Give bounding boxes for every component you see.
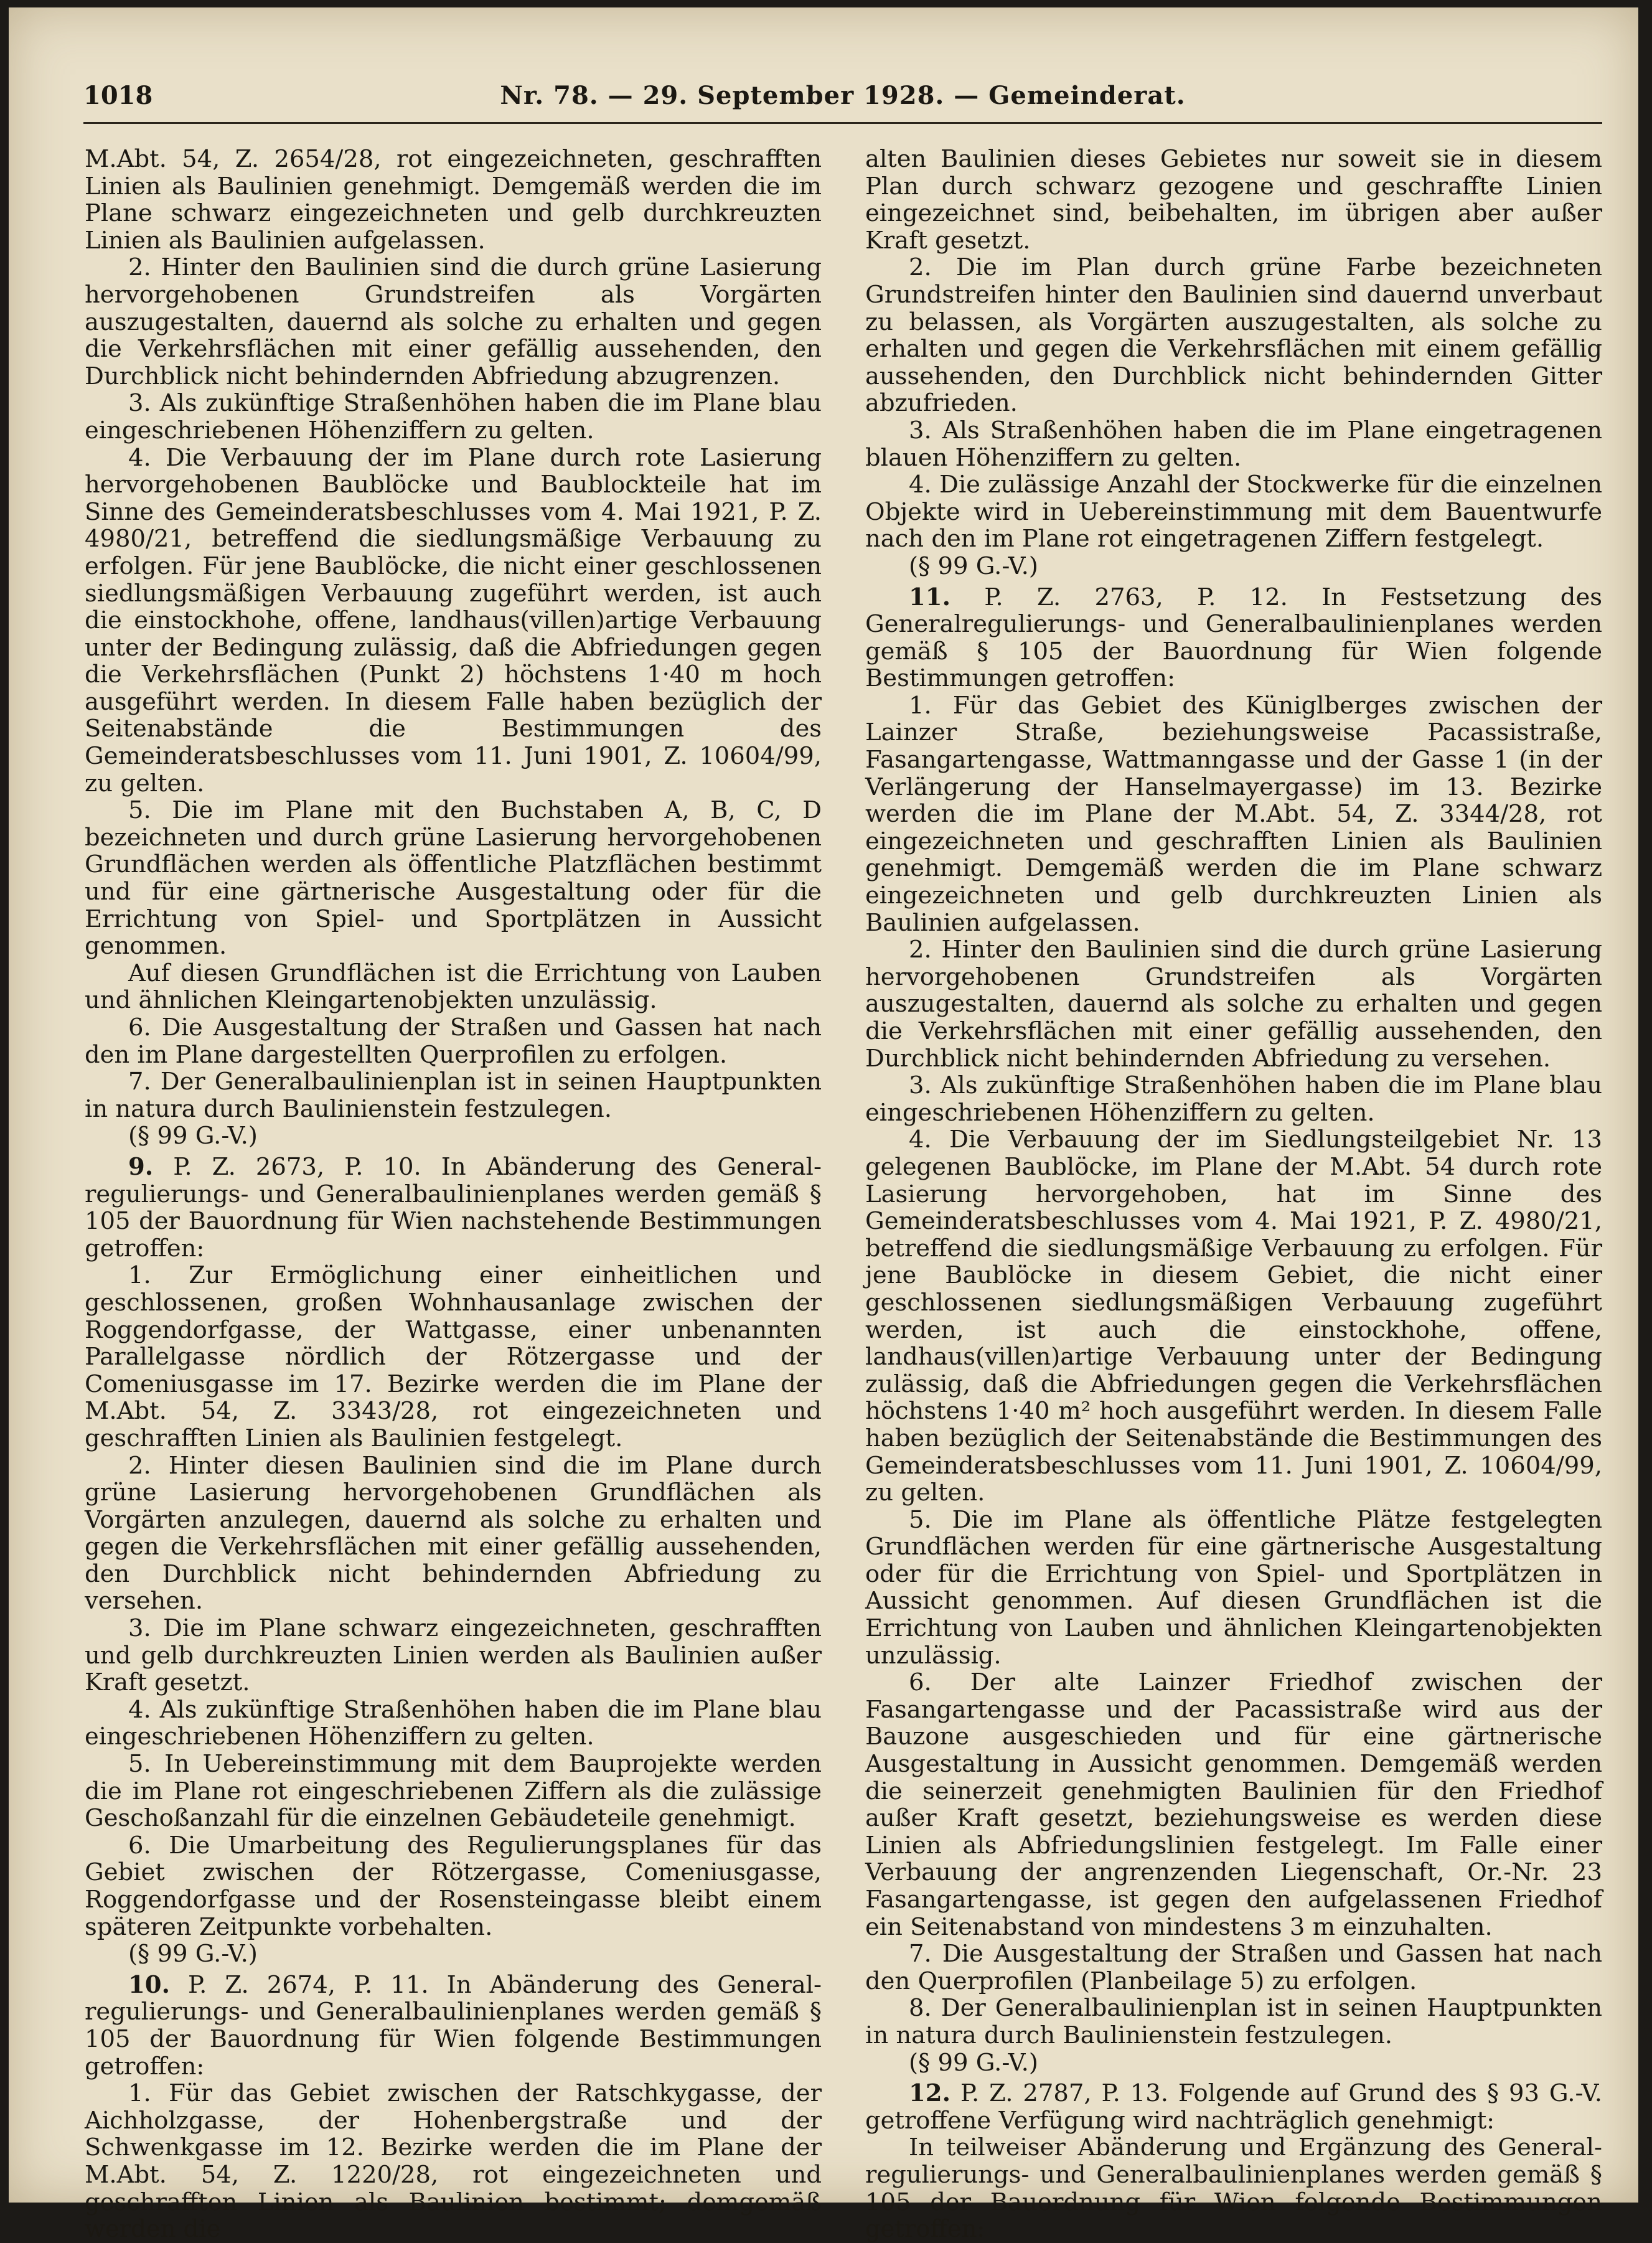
- legal-reference: [85, 1940, 822, 1968]
- paragraph: [865, 1995, 1602, 2049]
- paragraph-continuation: [85, 146, 822, 254]
- paragraph: [865, 254, 1602, 417]
- paragraph: [85, 1262, 822, 1452]
- paragraph-text: alten Baulinien dieses Gebietes nur soweit sie in diesem Plan durch schwarz gezogene und geschraffte Linien eingezeichnet sind, beibehalten, im übrigen aber außer Kraft gesetzt.: [865, 145, 1602, 255]
- paragraph-text: 8. Der Generalbaulinienplan ist in seinen Hauptpunkten in natura durch Baulinienstein festzulegen.: [865, 1994, 1602, 2049]
- paragraph: [865, 936, 1602, 1072]
- paragraph-text: (§ 99 G.-V.): [909, 552, 1038, 580]
- agenda-item: [865, 2080, 1602, 2134]
- item-number: 11.: [909, 583, 950, 611]
- paragraph: [85, 254, 822, 390]
- paragraph: [865, 1507, 1602, 1670]
- paragraph-text: P. Z. 2787, P. 13. Folgende auf Grund des § 93 G.-V. getroffene Verfügung wird nachträglich genehmigt:: [865, 2079, 1602, 2135]
- paragraph: [85, 1832, 822, 1940]
- paragraph-text: 3. Als Straßenhöhen haben die im Plane eingetragenen blauen Höhenziffern zu gelten.: [865, 416, 1602, 472]
- paragraph-text: In teilweiser Abänderung und Ergänzung des General-regulierungs- und Generalbaulinienplanes werden gemäß § 105 der Bauordnung für Wien folgende Bestimmungen getroffen:: [865, 2133, 1602, 2243]
- paragraph: [85, 1696, 822, 1751]
- paragraph-text: P. Z. 2673, P. 10. In Abänderung des General-regulierungs- und Generalbaulinienplanes werden gemäß § 105 der Bauordnung für Wien nachstehende Bestimmungen getroffen:: [85, 1152, 822, 1263]
- paragraph: [85, 1014, 822, 1068]
- paragraph: [85, 1068, 822, 1122]
- right-column: [865, 145, 1602, 2243]
- paragraph: [865, 1940, 1602, 1995]
- legal-reference: [865, 553, 1602, 580]
- paragraph: [865, 1126, 1602, 1506]
- paragraph-text: 4. Die Verbauung der im Plane durch rote Lasierung hervorgehobenen Baublöcke und Baublockteile hat im Sinne des Gemeinderatsbeschlusses vom 4. Mai 1921, P. Z. 4980/21, betreffend die siedlungsmäßige Verbauung zu erfolgen. Für jene Baublöcke, die nicht einer geschlossenen siedlungsmäßigen Verbauung zugeführt werden, ist auch die einstockhohe, offene, landhaus(villen)artige Verbauung unter der Bedingung zulässig, daß die Abfriedungen gegen die Verkehrsflächen (Punkt 2) höchstens 1·40 m hoch ausgeführt werden. In diesem Falle haben bezüglich der Seitenabstände die Bestimmungen des Gemeinderatsbeschlusses vom 11. Juni 1901, Z. 10604/99, zu gelten.: [85, 443, 822, 797]
- paragraph: [865, 471, 1602, 553]
- paragraph: [865, 1072, 1602, 1126]
- paragraph-text: 3. Die im Plane schwarz eingezeichneten, geschrafften und gelb durchkreuzten Linien werden als Baulinien außer Kraft gesetzt.: [85, 1614, 822, 1697]
- paragraph-text: 1. Für das Gebiet des Küniglberges zwischen der Lainzer Straße, beziehungsweise Pacassistraße, Fasangartengasse, Wattmanngasse und der Gasse 1 (in der Verlängerung der Hanselmayergasse) im 13. Bezirke werden die im Plane der M.Abt. 54, Z. 3344/28, rot eingezeichneten und geschrafften Linien als Baulinien genehmigt. Demgemäß werden die im Plane schwarz eingezeichneten und gelb durchkreuzten Linien als Baulinien aufgelassen.: [865, 691, 1602, 937]
- paragraph-text: 5. Die im Plane mit den Buchstaben A, B, C, D bezeichneten und durch grüne Lasierung hervorgehobenen Grundflächen werden als öffentliche Platzflächen bestimmt und für eine gärtnerische Ausgestaltung oder für die Errichtung von Spiel- und Sportplätzen in Aussicht genommen.: [85, 796, 822, 961]
- legal-reference: [865, 2049, 1602, 2077]
- paragraph-text: 2. Hinter den Baulinien sind die durch grüne Lasierung hervorgehobenen Grundstreifen als Vorgärten auszugestalten, dauernd als solche zu erhalten und gegen die Verkehrsflächen mit einer gefällig aussehenden, den Durchblick nicht behindernden Abfriedung abzugrenzen.: [85, 253, 822, 390]
- header-divider: [83, 122, 1602, 124]
- paragraph-text: 4. Die zulässige Anzahl der Stockwerke für die einzelnen Objekte wird in Uebereinstimmung mit dem Bauentwurfe nach den im Plane rot eingetragenen Ziffern festgelegt.: [865, 471, 1602, 553]
- paragraph-text: 6. Die Umarbeitung des Regulierungsplanes für das Gebiet zwischen der Rötzergasse, Comeniusgasse, Roggendorfgasse und der Rosensteingasse bleibt einem späteren Zeitpunkte vorbehalten.: [85, 1831, 822, 1941]
- paragraph: [85, 1751, 822, 1832]
- paragraph-text: (§ 99 G.-V.): [909, 2048, 1038, 2077]
- paragraph-continuation: [865, 146, 1602, 254]
- paragraph-text: 6. Der alte Lainzer Friedhof zwischen der Fasangartengasse und der Pacassistraße wird aus der Bauzone ausgeschieden und für eine gärtnerische Ausgestaltung in Aussicht genommen. Demgemäß werden die seinerzeit genehmigten Baulinien für den Friedhof außer Kraft gesetzt, beziehungsweise es werden diese Linien als Abfriedungslinien festgelegt. Im Falle einer Verbauung der angrenzenden Liegenschaft, Or.-Nr. 23 Fasangartengasse, ist gegen den aufgelassenen Friedhof ein Seitenabstand von mindestens 3 m einzuhalten.: [865, 1668, 1602, 1941]
- item-number: 10.: [128, 1970, 170, 1999]
- paragraph-text: 7. Die Ausgestaltung der Straßen und Gassen hat nach den Querprofilen (Planbeilage 5) zu erfolgen.: [865, 1940, 1602, 1995]
- paragraph: [85, 444, 822, 797]
- paragraph-text: 1. Zur Ermöglichung einer einheitlichen und geschlossenen, großen Wohnhausanlage zwischen der Roggendorfgasse, der Wattgasse, einer unbenannten Parallelgasse nördlich der Rötzergasse und der Comeniusgasse im 17. Bezirke werden die im Plane der M.Abt. 54, Z. 3343/28, rot eingezeichneten und geschrafften Linien als Baulinien festgelegt.: [85, 1261, 822, 1452]
- paragraph-text: 3. Als zukünftige Straßenhöhen haben die im Plane blau eingeschriebenen Höhenziffern zu gelten.: [85, 389, 822, 444]
- paragraph-text: 1. Für das Gebiet zwischen der Ratschkygasse, der Aichholzgasse, der Hohenbergstraße und der Schwenkgasse im 12. Bezirke werden die im Plane der M.Abt. 54, Z. 1220/28, rot eingezeichneten und geschrafften Linien als Baulinien bestimmt; demgemäß werden die: [85, 2079, 822, 2243]
- paragraph-text: 7. Der Generalbaulinienplan ist in seinen Hauptpunkten in natura durch Baulinienstein festzulegen.: [85, 1068, 822, 1123]
- paragraph: [85, 960, 822, 1014]
- paragraph: [865, 1669, 1602, 1940]
- paragraph-text: M.Abt. 54, Z. 2654/28, rot eingezeichneten, geschrafften Linien als Baulinien genehmigt. Demgemäß werden die im Plane schwarz eingezeichneten und gelb durchkreuzten Linien als Baulinien aufgelassen.: [85, 145, 822, 255]
- paragraph: [85, 390, 822, 444]
- agenda-item: [85, 1154, 822, 1262]
- paragraph-text: 5. In Uebereinstimmung mit dem Bauprojekte werden die im Plane rot eingeschriebenen Ziffern als die zulässige Geschoßanzahl für die einzelnen Gebäudeteile genehmigt.: [85, 1750, 822, 1833]
- paragraph-text: 2. Hinter den Baulinien sind die durch grüne Lasierung hervorgehobenen Grundstreifen als Vorgärten auszugestalten, dauernd als solche zu erhalten und gegen die Verkehrsflächen mit einer gefällig aussehenden, den Durchblick nicht behindernden Abfriedung zu versehen.: [865, 936, 1602, 1073]
- agenda-item: [865, 584, 1602, 692]
- item-number: 9.: [128, 1152, 154, 1181]
- paragraph-text: (§ 99 G.-V.): [128, 1122, 258, 1150]
- agenda-item: [85, 1972, 822, 2080]
- page-header: [83, 81, 1602, 118]
- paragraph-text: 4. Als zukünftige Straßenhöhen haben die im Plane blau eingeschriebenen Höhenziffern zu gelten.: [85, 1695, 822, 1751]
- item-number: 12.: [909, 2079, 950, 2108]
- paragraph: [85, 1615, 822, 1696]
- paragraph-text: 3. Als zukünftige Straßenhöhen haben die im Plane blau eingeschriebenen Höhenziffern zu gelten.: [865, 1071, 1602, 1127]
- paragraph-text: Auf diesen Grundflächen ist die Errichtung von Lauben und ähnlichen Kleingartenobjekten unzulässig.: [85, 959, 822, 1015]
- paragraph: [865, 417, 1602, 471]
- running-title: Nr. 78. — 29. September 1928. — Gemeinderat.: [500, 81, 1186, 110]
- paragraph-text: 2. Hinter diesen Baulinien sind die im Plane durch grüne Lasierung hervorgehobenen Grundflächen als Vorgärten anzulegen, dauernd als solche zu erhalten und gegen die Verkehrsflächen mit einer gefällig aussehenden, den Durchblick nicht behindernden Abfriedung zu versehen.: [85, 1451, 822, 1615]
- paragraph: [85, 2080, 822, 2243]
- paragraph: [865, 692, 1602, 936]
- paragraph-text: 5. Die im Plane als öffentliche Plätze festgelegten Grundflächen werden für eine gärtnerische Ausgestaltung oder für die Errichtung von Spiel- und Sportplätzen in Aussicht genommen. Auf diesen Grundflächen ist die Errichtung von Lauben und ähnlichen Kleingartenobjekten unzulässig.: [865, 1505, 1602, 1670]
- left-column: [85, 145, 822, 2243]
- paragraph: [865, 2134, 1602, 2242]
- paragraph-text: 6. Die Ausgestaltung der Straßen und Gassen hat nach den im Plane dargestellten Querprofilen zu erfolgen.: [85, 1013, 822, 1069]
- paragraph: [85, 1452, 822, 1615]
- page-number: 1018: [83, 81, 153, 110]
- legal-reference: [85, 1122, 822, 1150]
- newspaper-page: [9, 7, 1638, 2243]
- paragraph-text: 2. Die im Plan durch grüne Farbe bezeichneten Grundstreifen hinter den Baulinien sind dauernd unverbaut zu belassen, als Vorgärten auszugestalten, als solche zu erhalten und gegen die Verkehrsflächen mit einem gefällig aussehenden, den Durchblick nicht behindernden Gitter abzufrieden.: [865, 253, 1602, 418]
- paragraph-text: P. Z. 2674, P. 11. In Abänderung des General-regulierungs- und Generalbaulinienplanes werden gemäß § 105 der Bauordnung für Wien folgende Bestimmungen getroffen:: [85, 1970, 822, 2081]
- paragraph-text: P. Z. 2763, P. 12. In Festsetzung des Generalregulierungs- und Generalbaulinienplanes werden gemäß § 105 der Bauordnung für Wien folgende Bestimmungen getroffen:: [865, 583, 1602, 693]
- paragraph: [85, 797, 822, 960]
- paragraph-text: (§ 99 G.-V.): [128, 1940, 258, 1968]
- paragraph-text: 4. Die Verbauung der im Siedlungsteilgebiet Nr. 13 gelegenen Baublöcke, im Plane der M.Abt. 54 durch rote Lasierung hervorgehoben, hat im Sinne des Gemeinderatsbeschlusses vom 4. Mai 1921, P. Z. 4980/21, betreffend die siedlungsmäßige Verbauung zu erfolgen. Für jene Baublöcke in diesem Gebiet, die nicht einer geschlossenen siedlungsmäßigen Verbauung zugeführt werden, ist auch die einstockhohe, offene, landhaus(villen)artige Verbauung unter der Bedingung zulässig, daß die Abfriedungen gegen die Verkehrsflächen höchstens 1·40 m² hoch ausgeführt werden. In diesem Falle haben bezüglich der Seitenabstände die Bestimmungen des Gemeinderatsbeschlusses vom 11. Juni 1901, Z. 10604/99, zu gelten.: [865, 1126, 1602, 1507]
